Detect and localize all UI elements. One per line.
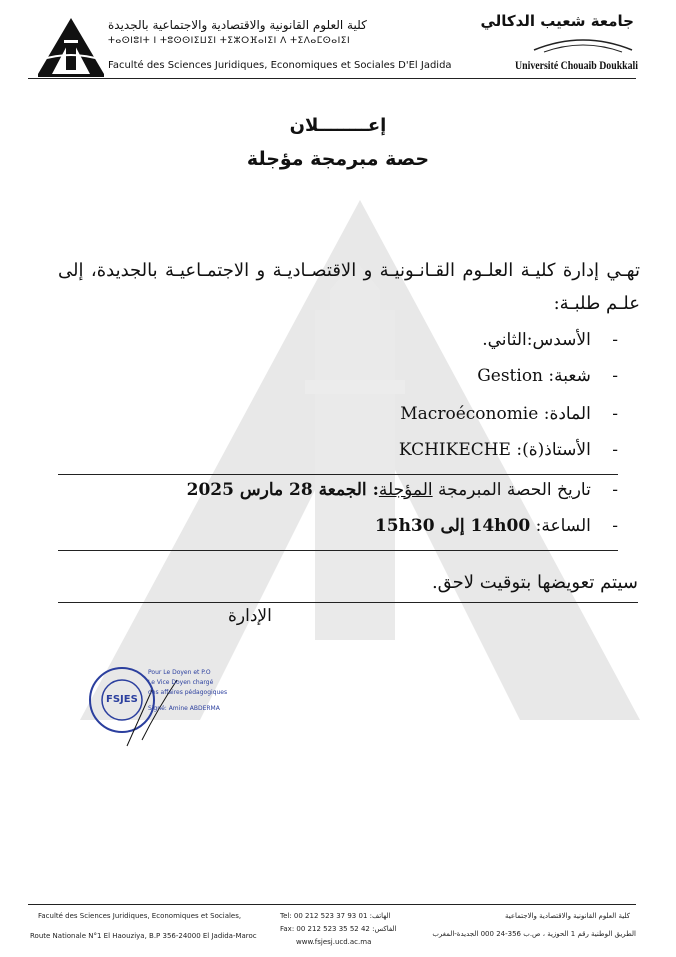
- stamp-line-4: Signé: Amine ABDERMA: [148, 705, 220, 712]
- professor-line: [399, 440, 618, 460]
- date-line: [187, 480, 618, 500]
- footer-address-fr-2: Route Nationale N°1 El Haouziya, B.P 356-24000 El Jadida-Maroc: [30, 932, 257, 940]
- announcement-title: إعــــــــلان: [289, 115, 387, 136]
- university-name-fr: Université Chouaib Doukkali: [514, 58, 638, 72]
- semester-line: [482, 330, 618, 350]
- time-line: [375, 516, 618, 536]
- stamp-lines: [148, 668, 227, 714]
- section-divider: [58, 550, 618, 551]
- time-label: الساعة:: [535, 516, 591, 536]
- bullet: -: [612, 480, 618, 500]
- date-label-b: المؤجلة: [378, 480, 433, 500]
- footer-fax: Fax: 00 212 523 35 52 42 :الفاكس: [280, 925, 397, 933]
- faculty-name-tifinagh: ⵜⴰⵙⵏⵓⵏⵜ ⵏ ⵜⵓⵙⵙⵏⵉⵡⵉⵏ ⵜⵉⵣⵔⴼⴰⵏⵉⵏ ⴷ ⵜⵉⴷⴰⵎⵙⴰⵏⵉⵏ: [108, 36, 351, 46]
- branch-line: [477, 366, 618, 386]
- branch-label: شعبة:: [548, 366, 591, 386]
- subject-value: Macroéconomie: [400, 404, 539, 424]
- footer-tel: Tel: 00 212 523 37 93 01 :الهاتف: [280, 912, 391, 920]
- intro-paragraph: تهـي إدارة كليـة العلـوم القـانـونيـة و الاقتصـاديـة و الاجتمـاعيـة بالجديدة، إلى علـم طلبـة:: [58, 260, 640, 314]
- stamp-line-3: des affaires pédagogiques: [148, 689, 228, 696]
- section-divider: [58, 602, 638, 603]
- section-divider: [58, 474, 618, 475]
- footer-divider: [28, 904, 636, 905]
- stamp-center-text: FSJES: [106, 694, 138, 705]
- footer-address-ar-1: كلية العلوم القانونية والاقتصادية والاجتماعية: [504, 912, 630, 920]
- semester-value: الثاني.: [482, 330, 527, 350]
- bullet: -: [612, 404, 618, 424]
- stamp-line-2: Le Vice Doyen chargé: [148, 679, 214, 686]
- official-stamp: [82, 660, 252, 750]
- date-value: : الجمعة 28 مارس 2025: [186, 480, 379, 500]
- date-label-a: تاريخ الحصة المبرمجة: [438, 480, 591, 500]
- header-divider: [28, 78, 636, 79]
- administration-signature: الإدارة: [228, 606, 272, 626]
- faculty-logo: [36, 16, 106, 78]
- faculty-name-fr: Faculté des Sciences Juridiques, Economiques et Sociales D'El Jadida: [108, 60, 452, 71]
- footer-website: www.fsjesj.ucd.ac.ma: [296, 938, 372, 946]
- university-name-ar: جامعة شعيب الدكالي: [480, 12, 634, 30]
- subject-label: المادة:: [543, 404, 591, 424]
- professor-value: KCHIKECHE: [398, 440, 511, 460]
- semester-label: الأسدس:: [526, 330, 591, 350]
- stamp-line-1: Pour Le Doyen et P.O: [148, 669, 211, 676]
- university-emblem-icon: [530, 30, 636, 56]
- rescheduling-note: سيتم تعويضها بتوقيت لاحق.: [431, 572, 638, 593]
- bullet: -: [612, 516, 618, 536]
- announcement-subject: حصة مبرمجة مؤجلة: [246, 148, 430, 170]
- bullet: -: [612, 366, 618, 386]
- time-value: 14h00 إلى 15h30: [374, 516, 531, 536]
- footer-address-ar-2: الطريق الوطنية رقم 1 الحوزية ، ص.ب 356-24 000 الجديدة-المغرب: [432, 930, 636, 938]
- professor-label: الأستاذ(ة):: [516, 440, 591, 460]
- bullet: -: [612, 440, 618, 460]
- footer-address-fr-1: Faculté des Sciences Juridiques, Economiques et Sociales,: [38, 912, 242, 920]
- faculty-name-ar: كلية العلوم القانونية والاقتصادية والاجتماعية بالجديدة: [108, 18, 367, 32]
- subject-line: [400, 404, 618, 424]
- bullet: -: [612, 330, 618, 350]
- branch-value: Gestion: [477, 366, 544, 386]
